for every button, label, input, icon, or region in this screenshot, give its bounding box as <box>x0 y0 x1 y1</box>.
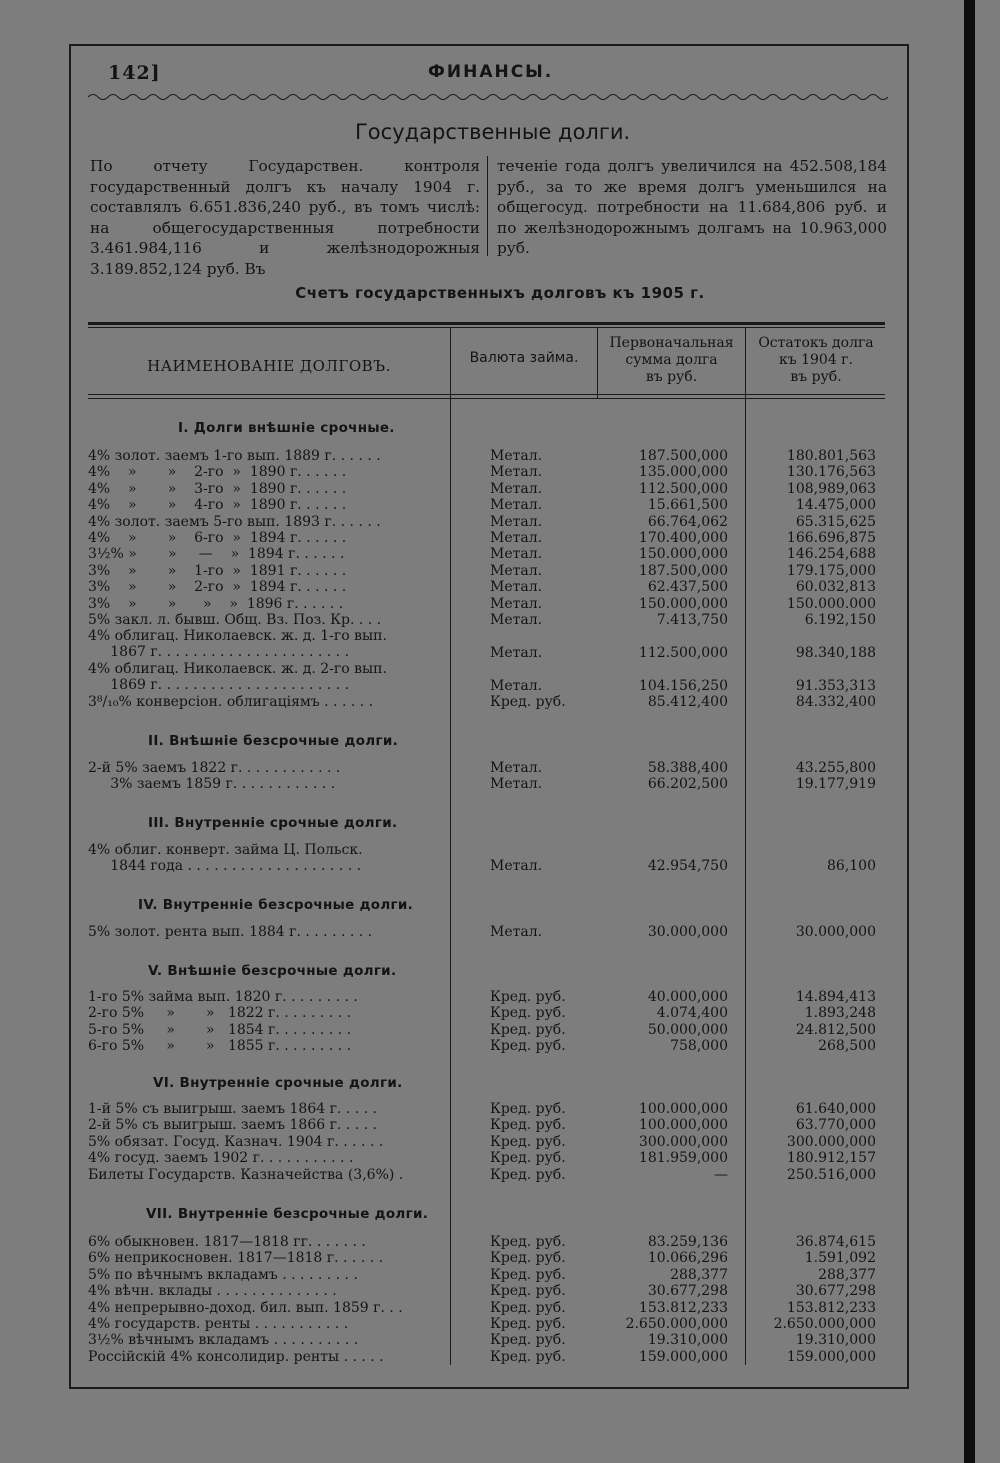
debt-name: 3% заемъ 1859 г. . . . . . . . . . . . <box>88 776 336 793</box>
debt-name: 4% » » 6-го » 1894 г. . . . . . <box>88 530 347 546</box>
loan-currency: Метал. <box>490 644 543 661</box>
original-amount: 288,377 <box>670 1266 728 1283</box>
group-heading: I. Долги внѣшніе срочные. <box>178 420 395 436</box>
debt-name: 3% » » 1-го » 1891 г. . . . . . <box>88 562 347 579</box>
remaining-amount: 288,377 <box>818 1266 876 1283</box>
table-row <box>88 464 885 480</box>
loan-currency: Метал. <box>490 464 543 481</box>
remaining-amount: 19.177,919 <box>795 776 876 793</box>
original-amount: 15.661,500 <box>647 497 728 514</box>
original-amount: 42.954,750 <box>647 858 728 875</box>
loan-currency: Кред. руб. <box>490 1266 566 1283</box>
original-amount: 19.310,000 <box>647 1332 728 1349</box>
original-amount: 135.000,000 <box>638 464 728 481</box>
debt-name: 5% золот. рента вып. 1884 г. . . . . . . . . <box>88 924 373 940</box>
loan-currency: Метал. <box>490 530 543 546</box>
debt-name: 4% золот. заемъ 1-го вып. 1889 г. . . . . . <box>88 448 381 464</box>
loan-currency: Метал. <box>490 760 543 776</box>
table-title: Счетъ государственныхъ долговъ къ 1905 г. <box>295 284 705 302</box>
original-amount: 159.000,000 <box>638 1348 728 1365</box>
remaining-amount: 2.650.000,000 <box>773 1316 876 1332</box>
remaining-amount: 43.255,800 <box>795 760 876 776</box>
table-row <box>88 546 885 562</box>
group-heading: III. Внутренніе срочные долги. <box>148 815 398 831</box>
loan-currency: Кред. руб. <box>490 1021 566 1038</box>
header-bottom-rule-2 <box>88 398 885 399</box>
section-title: Государственные долги. <box>355 120 631 144</box>
original-amount: 187.500,000 <box>638 448 728 464</box>
debt-name: 3½% вѣчнымъ вкладамъ . . . . . . . . . . <box>88 1332 359 1349</box>
debt-name: 1-й 5% съ выигрыш. заемъ 1864 г. . . . . <box>88 1101 377 1117</box>
remaining-amount: 65.315,625 <box>795 513 876 530</box>
group-heading: VII. Внутренніе безсрочные долги. <box>146 1206 429 1222</box>
loan-currency: Кред. руб. <box>490 1234 566 1250</box>
original-amount: 187.500,000 <box>638 562 728 579</box>
remaining-amount: 130.176,563 <box>786 464 876 481</box>
loan-currency: Метал. <box>490 924 543 940</box>
debt-name: 2-й 5% съ выигрыш. заемъ 1866 г. . . . . <box>88 1117 377 1134</box>
original-amount: 181.959,000 <box>638 1150 728 1167</box>
original-amount: 100.000,000 <box>638 1117 728 1134</box>
loan-currency: Метал. <box>490 858 543 875</box>
original-amount: 4.074,400 <box>656 1005 728 1022</box>
original-amount: 58.388,400 <box>647 760 728 776</box>
debt-name: Билеты Государств. Казначейства (3,6%) . <box>88 1166 404 1183</box>
loan-currency: Метал. <box>490 513 543 530</box>
group-heading: II. Внѣшніе безсрочные долги. <box>148 733 399 749</box>
loan-currency: Кред. руб. <box>490 1332 566 1349</box>
debt-name: 5% по вѣчнымъ вкладамъ . . . . . . . . . <box>88 1266 358 1283</box>
group-heading: IV. Внутренніе безсрочные долги. <box>138 897 414 913</box>
column-header-remaining: Остатокъ долга къ 1904 г. въ руб. <box>758 335 874 385</box>
debt-name: 4% облигац. Николаевск. ж. д. 1-го вып. 1867 г. . . . . . . . . . . . . . . . . . . . . . <box>88 628 387 661</box>
remaining-amount: 6.192,150 <box>804 612 876 628</box>
remaining-amount: 61.640,000 <box>795 1101 876 1117</box>
debt-name: 4% облиг. конверт. займа Ц. Польск. 1844 года . . . . . . . . . . . . . . . . . . . . <box>88 842 363 874</box>
table-row <box>88 1117 885 1133</box>
original-amount: 112.500,000 <box>638 644 728 661</box>
remaining-amount: 108,989,063 <box>786 480 876 497</box>
table-row <box>88 1038 885 1054</box>
loan-currency: Метал. <box>490 562 543 579</box>
table-row <box>88 579 885 595</box>
loan-currency: Кред. руб. <box>490 1133 566 1150</box>
remaining-amount: 91.353,313 <box>795 677 876 694</box>
original-amount: 40.000,000 <box>647 989 728 1005</box>
column-header-name: НАИМЕНОВАНІЕ ДОЛГОВЪ. <box>147 357 391 375</box>
loan-currency: Кред. руб. <box>490 1316 566 1332</box>
group-heading: V. Внѣшніе безсрочные долги. <box>148 963 397 979</box>
original-amount: 112.500,000 <box>638 480 728 497</box>
debt-name: Россійскій 4% консолидир. ренты . . . . . <box>88 1348 384 1365</box>
scan-edge-bar <box>964 0 975 1463</box>
table-row <box>88 1134 885 1150</box>
loan-currency: Метал. <box>490 595 543 612</box>
table-row <box>88 481 885 497</box>
remaining-amount: 300.000,000 <box>786 1133 876 1150</box>
table-row <box>88 1234 885 1250</box>
table-row <box>88 628 885 661</box>
table-row <box>88 842 885 875</box>
loan-currency: Кред. руб. <box>490 1283 566 1300</box>
original-amount: 83.259,136 <box>647 1234 728 1250</box>
table-row <box>88 1300 885 1316</box>
remaining-amount: 98.340,188 <box>795 644 876 661</box>
remaining-amount: 153.812,233 <box>786 1299 876 1316</box>
table-row <box>88 596 885 612</box>
table-top-rule <box>88 322 885 325</box>
remaining-amount: 14.894,413 <box>795 989 876 1005</box>
debt-name: 4% госуд. заемъ 1902 г. . . . . . . . . . . <box>88 1150 354 1167</box>
loan-currency: Кред. руб. <box>490 1250 566 1267</box>
loan-currency: Метал. <box>490 480 543 497</box>
debt-name: 5% обязат. Госуд. Казнач. 1904 г. . . . . . <box>88 1133 384 1150</box>
column-header-currency: Валюта займа. <box>469 350 579 366</box>
original-amount: 153.812,233 <box>638 1299 728 1316</box>
debt-name: 4% » » 2-го » 1890 г. . . . . . <box>88 464 347 481</box>
debt-name: 2-й 5% заемъ 1822 г. . . . . . . . . . . . <box>88 760 341 776</box>
table-row <box>88 530 885 546</box>
remaining-amount: 159.000,000 <box>786 1348 876 1365</box>
remaining-amount: 150.000.000 <box>786 595 876 612</box>
debt-name: 6% неприкосновен. 1817—1818 г. . . . . . <box>88 1250 384 1267</box>
table-row <box>88 1250 885 1266</box>
loan-currency: Метал. <box>490 677 543 694</box>
remaining-amount: 24.812,500 <box>795 1021 876 1038</box>
table-row <box>88 924 885 940</box>
original-amount: 50.000,000 <box>647 1021 728 1038</box>
loan-currency: Кред. руб. <box>490 989 566 1005</box>
table-row <box>88 1316 885 1332</box>
debt-name: 3⁸/₁₀% конверсіон. облигаціямъ . . . . . . <box>88 694 374 710</box>
remaining-amount: 250.516,000 <box>786 1166 876 1183</box>
loan-currency: Метал. <box>490 612 543 628</box>
remaining-amount: 30.000,000 <box>795 924 876 940</box>
table-row <box>88 563 885 579</box>
remaining-amount: 19.310,000 <box>795 1332 876 1349</box>
table-row <box>88 612 885 628</box>
loan-currency: Метал. <box>490 497 543 514</box>
loan-currency: Кред. руб. <box>490 1299 566 1316</box>
page-header <box>108 62 888 90</box>
remaining-amount: 60.032,813 <box>795 579 876 596</box>
table-top-rule-thin <box>88 327 885 328</box>
original-amount: 30.677,298 <box>647 1283 728 1300</box>
debt-name: 2-го 5% » » 1822 г. . . . . . . . . <box>88 1005 352 1022</box>
remaining-amount: 1.591,092 <box>804 1250 876 1267</box>
intro-left-column: По отчету Государствен. контроля государственный долгъ къ началу 1904 г. составлялъ 6.651.836,240 руб., въ томъ числѣ: на общегосударственныя потребности 3.461.984,116 и желѣзнодорожныя 3.189.852,124 руб. Въ <box>90 157 480 278</box>
table-row <box>88 776 885 792</box>
original-amount: 758,000 <box>670 1038 728 1055</box>
original-amount: 7.413,750 <box>656 612 728 628</box>
debt-name: 1-го 5% займа вып. 1820 г. . . . . . . . . <box>88 989 358 1005</box>
decorative-wave-rule <box>88 90 888 104</box>
table-row <box>88 760 885 776</box>
original-amount: 300.000,000 <box>638 1133 728 1150</box>
table-row <box>88 694 885 710</box>
column-header-original: Первоначальная сумма долга въ руб. <box>609 335 734 385</box>
remaining-amount: 36.874,615 <box>795 1234 876 1250</box>
column-divider <box>487 156 488 256</box>
remaining-amount: 179.175,000 <box>786 562 876 579</box>
debt-name: 3% » » » » 1896 г. . . . . . <box>88 595 344 612</box>
debt-name: 4% вѣчн. вклады . . . . . . . . . . . . . . <box>88 1283 337 1300</box>
remaining-amount: 30.677,298 <box>795 1283 876 1300</box>
loan-currency: Метал. <box>490 448 543 464</box>
remaining-amount: 180.912,157 <box>786 1150 876 1167</box>
loan-currency: Кред. руб. <box>490 1348 566 1365</box>
running-title: ФИНАНСЫ. <box>428 62 554 82</box>
loan-currency: Кред. руб. <box>490 1150 566 1167</box>
original-amount: 2.650.000,000 <box>625 1316 728 1332</box>
debt-name: 5% закл. л. бывш. Общ. Вз. Поз. Кр. . . . <box>88 612 382 628</box>
original-amount: 66.202,500 <box>647 776 728 793</box>
loan-currency: Метал. <box>490 776 543 793</box>
debt-name: 6-го 5% » » 1855 г. . . . . . . . . <box>88 1038 352 1055</box>
original-amount: 10.066,296 <box>647 1250 728 1267</box>
original-amount: 150.000,000 <box>638 546 728 563</box>
header-bottom-rule <box>88 394 885 395</box>
debt-name: 5-го 5% » » 1854 г. . . . . . . . . <box>88 1021 352 1038</box>
debt-name: 3½% » » — » 1894 г. . . . . . <box>88 546 345 563</box>
debt-name: 4% » » 3-го » 1890 г. . . . . . <box>88 480 347 497</box>
table-row <box>88 661 885 694</box>
debt-name: 3% » » 2-го » 1894 г. . . . . . <box>88 579 347 596</box>
table-row <box>88 1022 885 1038</box>
original-amount: 170.400,000 <box>638 530 728 546</box>
remaining-amount: 86,100 <box>827 858 876 875</box>
original-amount: 66.764,062 <box>647 513 728 530</box>
remaining-amount: 146.254,688 <box>786 546 876 563</box>
loan-currency: Кред. руб. <box>490 1117 566 1134</box>
table-row <box>88 1150 885 1166</box>
original-amount: — <box>714 1166 728 1183</box>
loan-currency: Кред. руб. <box>490 1101 566 1117</box>
table-row <box>88 1349 885 1365</box>
remaining-amount: 63.770,000 <box>795 1117 876 1134</box>
table-row <box>88 1283 885 1299</box>
table-row <box>88 448 885 464</box>
original-amount: 150.000,000 <box>638 595 728 612</box>
group-heading: VI. Внутренніе срочные долги. <box>153 1075 403 1091</box>
debt-name: 4% облигац. Николаевск. ж. д. 2-го вып. 1869 г. . . . . . . . . . . . . . . . . . . . . . <box>88 661 387 694</box>
table-row <box>88 1332 885 1348</box>
remaining-amount: 84.332,400 <box>795 694 876 710</box>
table-row <box>88 989 885 1005</box>
original-amount: 62.437,500 <box>647 579 728 596</box>
original-amount: 85.412,400 <box>647 694 728 710</box>
table-row <box>88 514 885 530</box>
original-amount: 100.000,000 <box>638 1101 728 1117</box>
table-row <box>88 1167 885 1183</box>
remaining-amount: 14.475,000 <box>795 497 876 514</box>
table-row <box>88 497 885 513</box>
original-amount: 30.000,000 <box>647 924 728 940</box>
loan-currency: Кред. руб. <box>490 1005 566 1022</box>
remaining-amount: 268,500 <box>818 1038 876 1055</box>
loan-currency: Кред. руб. <box>490 1038 566 1055</box>
loan-currency: Метал. <box>490 546 543 563</box>
page-number: 142] <box>108 62 161 84</box>
debt-name: 4% непрерывно-доход. бил. вып. 1859 г. . . <box>88 1299 403 1316</box>
remaining-amount: 166.696,875 <box>786 530 876 546</box>
table-row <box>88 1005 885 1021</box>
loan-currency: Кред. руб. <box>490 1166 566 1183</box>
debt-name: 4% » » 4-го » 1890 г. . . . . . <box>88 497 347 514</box>
debt-name: 4% золот. заемъ 5-го вып. 1893 г. . . . . . <box>88 513 381 530</box>
debt-name: 4% государств. ренты . . . . . . . . . . . <box>88 1316 349 1332</box>
intro-right-column: теченіе года долгъ увеличился на 452.508,184 руб., за то же время долгъ уменьшился на общегосуд. потребности на 11.684,806 руб. и по желѣзнодорожнымъ долгамъ на 10.963,000 руб. <box>497 157 887 257</box>
remaining-amount: 1.893,248 <box>804 1005 876 1022</box>
original-amount: 104.156,250 <box>638 677 728 694</box>
loan-currency: Метал. <box>490 579 543 596</box>
debt-name: 6% обыкновен. 1817—1818 гг. . . . . . . <box>88 1234 366 1250</box>
remaining-amount: 180.801,563 <box>786 448 876 464</box>
loan-currency: Кред. руб. <box>490 694 566 710</box>
table-row <box>88 1101 885 1117</box>
table-row <box>88 1267 885 1283</box>
